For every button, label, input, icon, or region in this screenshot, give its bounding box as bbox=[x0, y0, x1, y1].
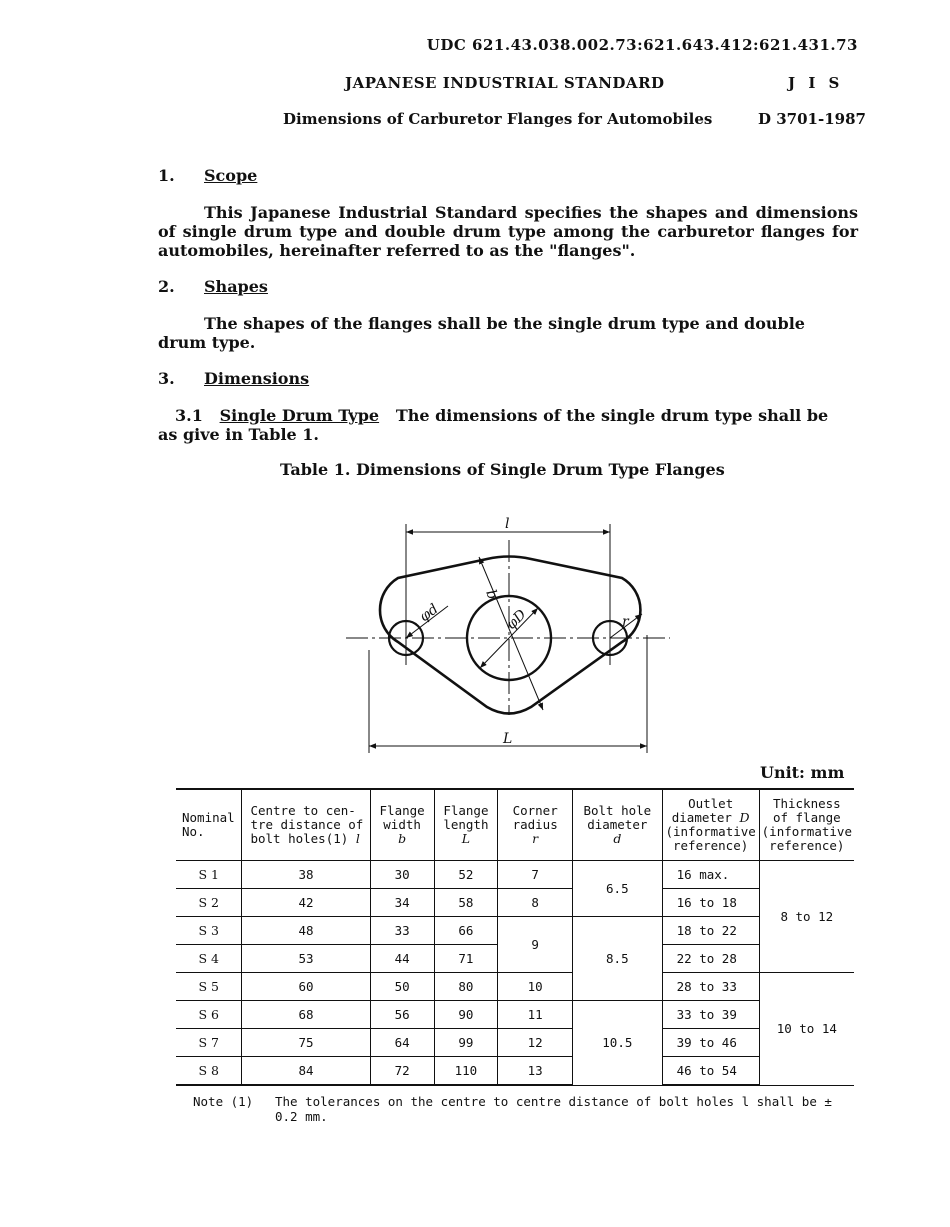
table-row bbox=[176, 917, 854, 945]
cell-corner-radius: 11 bbox=[498, 1001, 573, 1029]
footnote-label: Note (1) bbox=[193, 1094, 254, 1109]
udc-code: UDC 621.43.038.002.73:621.643.412:621.431.73 bbox=[426, 36, 858, 54]
cell-centre-distance: 53 bbox=[242, 945, 370, 973]
table-row bbox=[176, 861, 854, 889]
document-number: D 3701-1987 bbox=[758, 110, 866, 128]
cell-bolt-hole-diameter: 8.5 bbox=[572, 917, 662, 1001]
header-centre-distance: Centre to cen- tre distance of bolt holes(1) l bbox=[242, 789, 370, 861]
cell-centre-distance: 84 bbox=[242, 1057, 370, 1086]
cell-flange-width: 34 bbox=[370, 889, 434, 917]
header-nominal: Nominal No. bbox=[176, 789, 242, 861]
table-header-row bbox=[176, 789, 854, 861]
label-b: b bbox=[482, 587, 501, 602]
cell-outlet-diameter: 33 to 39 bbox=[662, 1001, 759, 1029]
cell-flange-width: 64 bbox=[370, 1029, 434, 1057]
section-title: Scope bbox=[204, 166, 258, 185]
header-outlet-diameter: Outlet diameter D (informative reference) bbox=[662, 789, 759, 861]
dimension-b-line bbox=[479, 557, 543, 710]
cell-centre-distance: 68 bbox=[242, 1001, 370, 1029]
table-row bbox=[176, 1029, 854, 1057]
subsection-title: Single Drum Type bbox=[219, 406, 380, 425]
cell-bolt-hole-diameter: 6.5 bbox=[572, 861, 662, 917]
cell-flange-length: 52 bbox=[434, 861, 498, 889]
cell-nominal: S 6 bbox=[176, 1001, 242, 1029]
cell-outlet-diameter: 18 to 22 bbox=[662, 917, 759, 945]
header-bolt-hole-diameter: Bolt hole diameter d bbox=[572, 789, 662, 861]
dimensions-table bbox=[176, 788, 854, 1086]
cell-flange-width: 30 bbox=[370, 861, 434, 889]
cell-flange-length: 90 bbox=[434, 1001, 498, 1029]
label-r: r bbox=[622, 614, 629, 630]
cell-nominal: S 4 bbox=[176, 945, 242, 973]
cell-bolt-hole-diameter: 10.5 bbox=[572, 1001, 662, 1086]
cell-nominal: S 7 bbox=[176, 1029, 242, 1057]
cell-nominal: S 2 bbox=[176, 889, 242, 917]
cell-thickness: 10 to 14 bbox=[759, 973, 854, 1086]
cell-outlet-diameter: 16 max. bbox=[662, 861, 759, 889]
label-L: L bbox=[503, 731, 513, 747]
cell-flange-width: 56 bbox=[370, 1001, 434, 1029]
cell-flange-length: 110 bbox=[434, 1057, 498, 1086]
cell-flange-length: 66 bbox=[434, 917, 498, 945]
footnote-text: The tolerances on the centre to centre distance of bolt holes l shall be ± 0.2 mm. bbox=[275, 1094, 832, 1124]
cell-centre-distance: 48 bbox=[242, 917, 370, 945]
shapes-text: The shapes of the flanges shall be the single drum type and double drum type. bbox=[158, 314, 805, 352]
cell-corner-radius: 7 bbox=[498, 861, 573, 889]
section-scope-heading bbox=[158, 166, 458, 186]
cell-nominal: S 5 bbox=[176, 973, 242, 1001]
table-row bbox=[176, 973, 854, 1001]
cell-flange-length: 71 bbox=[434, 945, 498, 973]
cell-flange-length: 80 bbox=[434, 973, 498, 1001]
label-l: l bbox=[505, 516, 510, 532]
label-phi-D: φD bbox=[503, 606, 530, 633]
footnote bbox=[193, 1094, 853, 1134]
table-row bbox=[176, 1057, 854, 1086]
cell-outlet-diameter: 22 to 28 bbox=[662, 945, 759, 973]
scope-text: This Japanese Industrial Standard specifies the shapes and dimensions of single drum type and double drum type among the carburetor flanges for automobiles, hereinafter referred to as the "flanges". bbox=[158, 203, 858, 260]
cell-centre-distance: 38 bbox=[242, 861, 370, 889]
document-title: Dimensions of Carburetor Flanges for Automobiles bbox=[283, 110, 713, 128]
cell-flange-length: 58 bbox=[434, 889, 498, 917]
flange-drawing bbox=[340, 510, 680, 760]
cell-outlet-diameter: 46 to 54 bbox=[662, 1057, 759, 1086]
cell-centre-distance: 75 bbox=[242, 1029, 370, 1057]
table-title: Table 1. Dimensions of Single Drum Type Flanges bbox=[280, 460, 725, 479]
dimensions-paragraph bbox=[158, 406, 838, 444]
table-row bbox=[176, 889, 854, 917]
cell-nominal: S 3 bbox=[176, 917, 242, 945]
cell-flange-width: 72 bbox=[370, 1057, 434, 1086]
section-number: 3. bbox=[158, 369, 175, 388]
cell-thickness: 8 to 12 bbox=[759, 861, 854, 973]
cell-outlet-diameter: 16 to 18 bbox=[662, 889, 759, 917]
section-title: Dimensions bbox=[204, 369, 310, 388]
scope-paragraph bbox=[158, 203, 858, 260]
header-flange-width: Flange width b bbox=[370, 789, 434, 861]
section-number: 1. bbox=[158, 166, 175, 185]
cell-outlet-diameter: 28 to 33 bbox=[662, 973, 759, 1001]
subsection-number: 3.1 bbox=[175, 406, 203, 425]
cell-flange-width: 50 bbox=[370, 973, 434, 1001]
cell-nominal: S 1 bbox=[176, 861, 242, 889]
header-flange-length: Flange length L bbox=[434, 789, 498, 861]
flange-outline bbox=[380, 557, 640, 714]
cell-flange-width: 33 bbox=[370, 917, 434, 945]
cell-corner-radius: 8 bbox=[498, 889, 573, 917]
standard-name: JAPANESE INDUSTRIAL STANDARD bbox=[345, 74, 665, 92]
cell-flange-length: 99 bbox=[434, 1029, 498, 1057]
cell-centre-distance: 42 bbox=[242, 889, 370, 917]
cell-corner-radius: 10 bbox=[498, 973, 573, 1001]
unit-label: Unit: mm bbox=[760, 763, 845, 782]
section-dimensions-heading bbox=[158, 369, 458, 389]
table-row bbox=[176, 1001, 854, 1029]
section-number: 2. bbox=[158, 277, 175, 296]
cell-corner-radius: 12 bbox=[498, 1029, 573, 1057]
cell-corner-radius: 9 bbox=[498, 917, 573, 973]
standard-mark: J I S bbox=[788, 74, 844, 92]
section-shapes-heading bbox=[158, 277, 458, 297]
cell-flange-width: 44 bbox=[370, 945, 434, 973]
cell-centre-distance: 60 bbox=[242, 973, 370, 1001]
dimensions-text: The dimensions of the single drum type shall be as give in Table 1. bbox=[158, 406, 829, 444]
section-title: Shapes bbox=[204, 277, 268, 296]
cell-corner-radius: 13 bbox=[498, 1057, 573, 1086]
cell-outlet-diameter: 39 to 46 bbox=[662, 1029, 759, 1057]
header-corner-radius: Corner radius r bbox=[498, 789, 573, 861]
label-phi-d: φd bbox=[416, 601, 442, 626]
cell-nominal: S 8 bbox=[176, 1057, 242, 1086]
header-thickness: Thickness of flange (informative reference) bbox=[759, 789, 854, 861]
shapes-paragraph bbox=[158, 314, 838, 352]
